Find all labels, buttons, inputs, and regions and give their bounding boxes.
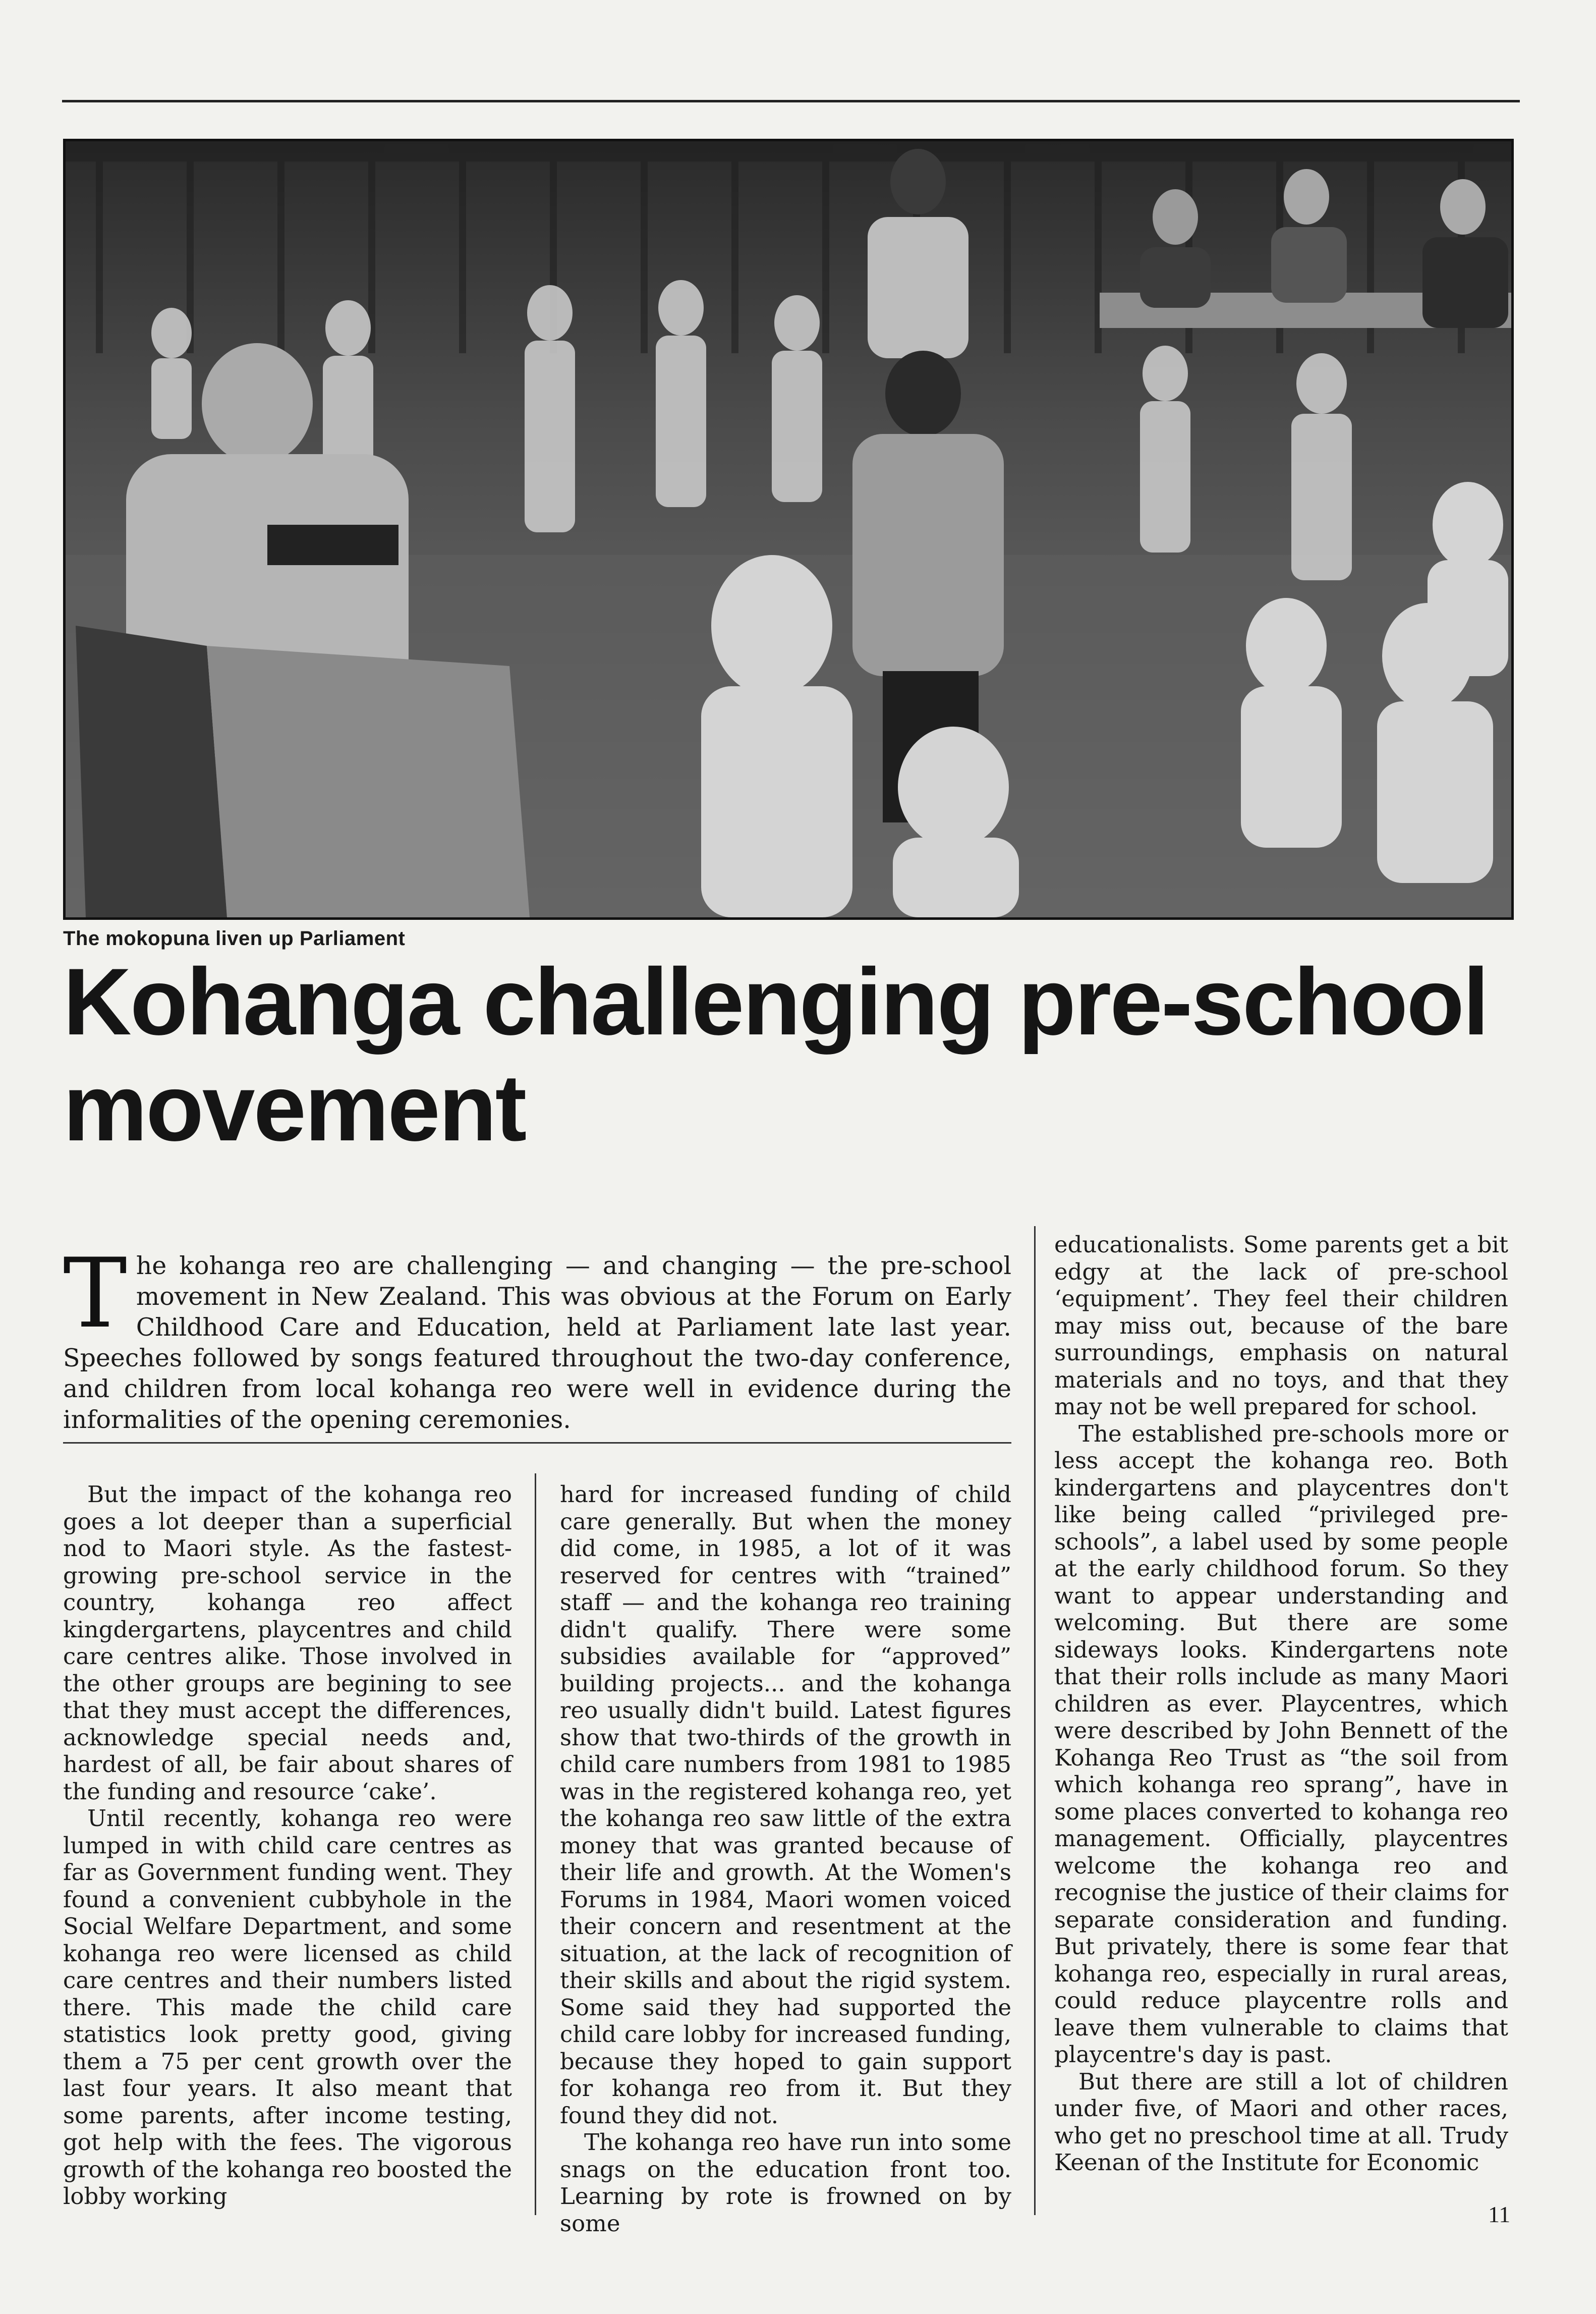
paragraph: But the impact of the kohanga reo goes a lot deeper than a superficial nod to Maori style. As the fastest-growing pre-school service in the country, kohanga reo affect kingdergartens, playcentres and child care centres alike. Those involved in the other groups are begining to see that they must accept the differences, acknowledge special needs and, hardest of all, be fair about shares of the funding and resource ‘cake’. [63, 1481, 512, 1805]
column-2 [560, 1481, 1011, 2237]
top-rule [62, 100, 1520, 102]
paragraph: The kohanga reo have run into some snags on the education front too. Learning by rote is frowned on by some [560, 2129, 1011, 2237]
page-number: 11 [1488, 2201, 1511, 2227]
photo-caption: The mokopuna liven up Parliament [63, 927, 406, 950]
paragraph: Until recently, kohanga reo were lumped in with child care centres as far as Government funding went. They found a convenient cubbyhole in the Social Welfare Department, and some kohanga reo were licensed as child care centres and their numbers listed there. This made the child care statistics look pretty good, giving them a 75 per cent growth over the last four years. It also meant that some parents, after income testing, got help with the fees. The vigorous growth of the kohanga reo boosted the lobby working [63, 1805, 512, 2210]
column-divider [535, 1473, 536, 2215]
article-photo [63, 139, 1514, 920]
column-3 [1054, 1231, 1508, 2176]
paragraph: The established pre-schools more or less accept the kohanga reo. Both kindergartens and playcentres don't like being called “privileged pre-schools”, a label used by some people at the early childhood forum. So they want to appear understanding and welcoming. But there are some sideways looks. Kindergartens note that their rolls include as many Maori children as ever. Playcentres, which were described by John Bennett of the Kohanga Reo Trust as “the soil from which kohanga reo sprang”, have in some places converted to kohanga reo management. Officially, playcentres welcome the kohanga reo and recognise the justice of their claims for separate consideration and funding. But privately, there is some fear that kohanga reo, especially in rural areas, could reduce playcentre rolls and leave them vulnerable to claims that playcentre's day is past. [1054, 1420, 1508, 2068]
headline: Kohanga challenging pre-school movement [63, 949, 1488, 1161]
intro-divider [63, 1442, 1011, 1444]
intro-paragraph [63, 1238, 1011, 1435]
photo-illustration [66, 141, 1511, 917]
column-divider [1034, 1226, 1036, 2215]
paragraph: educationalists. Some parents get a bit edgy at the lack of pre-school ‘equipment’. They feel their children may miss out, because of the bare surroundings, emphasis on natural materials and no toys, and that they may not be well prepared for school. [1054, 1231, 1508, 1420]
drop-cap: T [63, 1238, 127, 1349]
paragraph: But there are still a lot of children under five, of Maori and other races, who get no preschool time at all. Trudy Keenan of the Institute for Economic [1054, 2068, 1508, 2176]
column-1 [63, 1481, 512, 2210]
intro-text: he kohanga reo are challenging — and changing — the pre-school movement in New Zealand. This was obvious at the Forum on Early Childhood Care and Education, held at Parliament late last year. Speeches followed by songs featured throughout the two-day conference, and children from local kohanga reo were well in evidence during the informalities of the opening ceremonies. [63, 1251, 1011, 1434]
paragraph: hard for increased funding of child care generally. But when the money did come, in 1985, a lot of it was reserved for centres with “trained” staff — and the kohanga reo training didn't qualify. There were some subsidies available for “approved” building projects... and the kohanga reo usually didn't build. Latest figures show that two-thirds of the growth in child care numbers from 1981 to 1985 was in the registered kohanga reo, yet the kohanga reo saw little of the extra money that was granted because of their life and growth. At the Women's Forums in 1984, Maori women voiced their concern and resentment at the situation, at the lack of recognition of their skills and about the rigid system. Some said they had supported the child care lobby for increased funding, because they hoped to gain support for kohanga reo from it. But they found they did not. [560, 1481, 1011, 2129]
